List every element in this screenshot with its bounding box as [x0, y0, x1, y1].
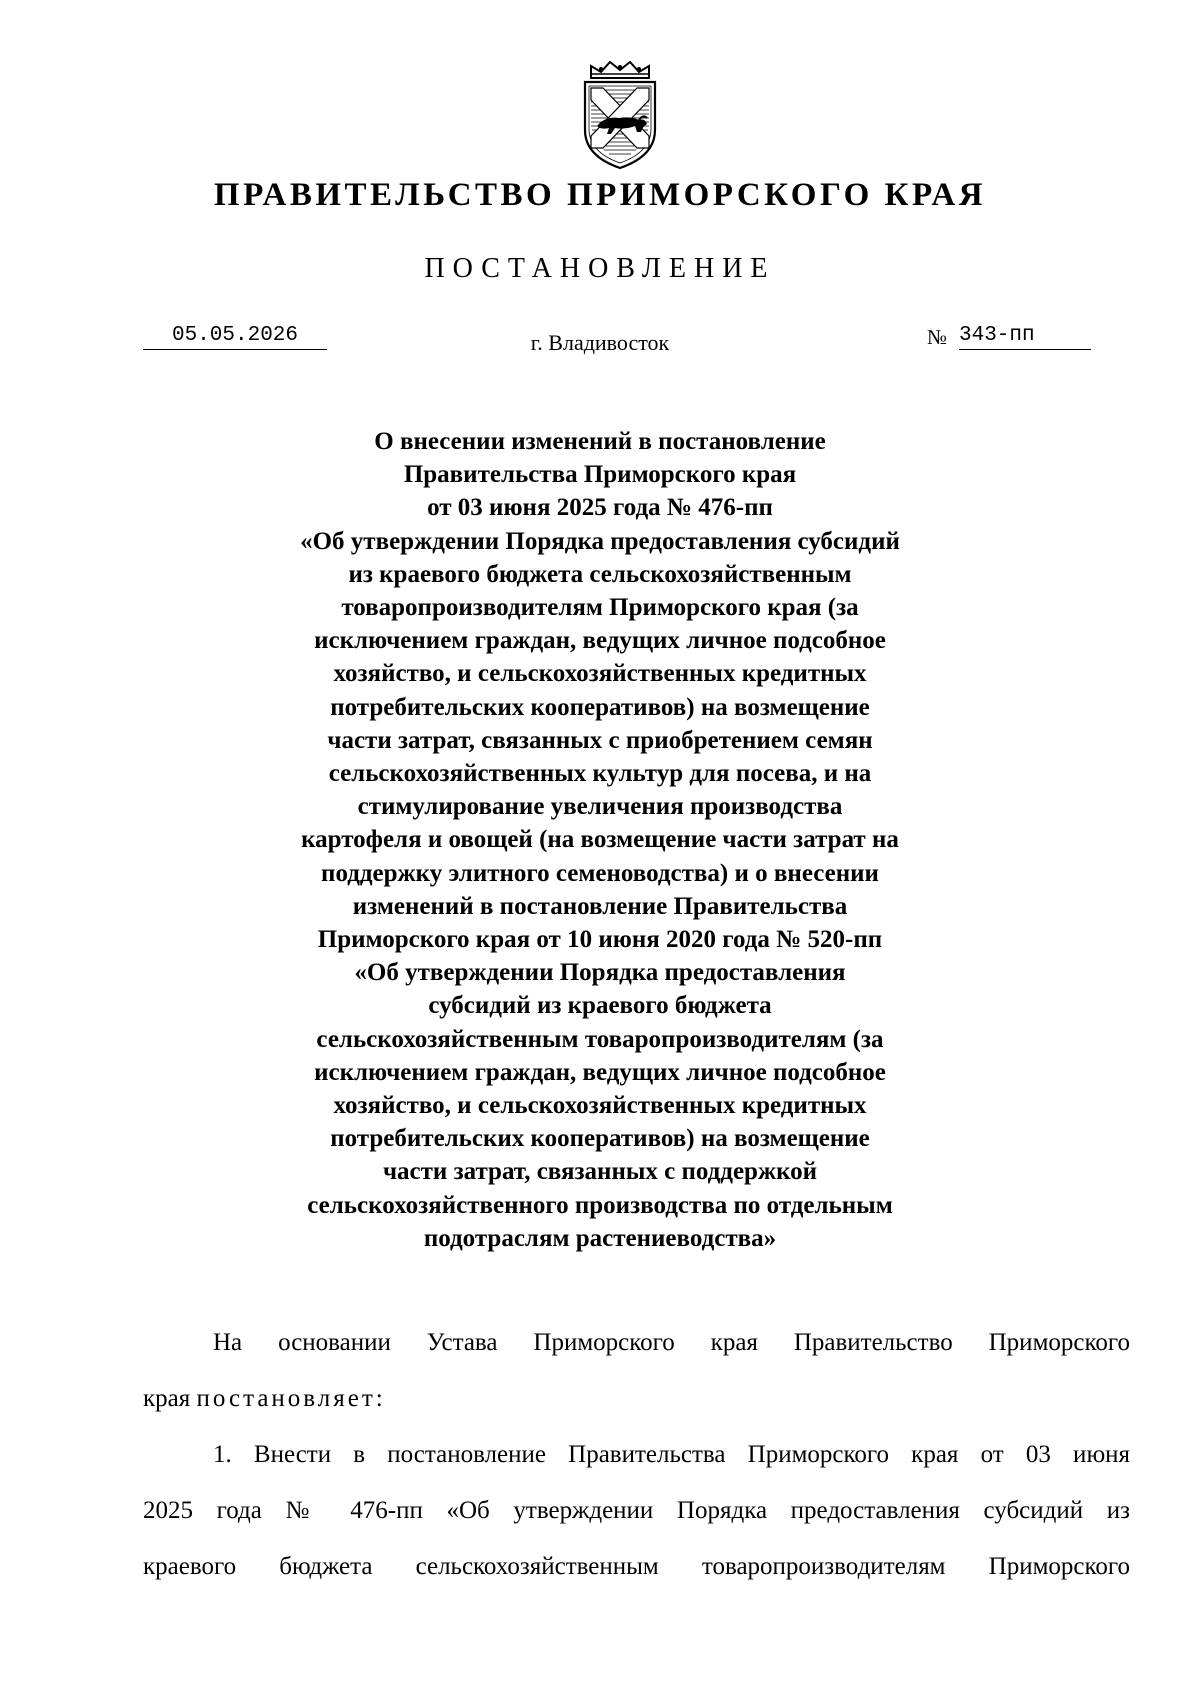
document-type: ПОСТАНОВЛЕНИЕ: [424, 253, 776, 284]
preamble-paragraph: [143, 1315, 1130, 1427]
subject-line: сельскохозяйственных культур для посева, и на: [328, 760, 872, 788]
document-date: 05.05.2026: [143, 324, 327, 350]
operative-word: постановляет:: [196, 1385, 386, 1412]
subject-line: поддержку элитного семеноводства) и о внесении: [321, 859, 879, 887]
preamble-line-2: [143, 1371, 1130, 1427]
subject-line: сельскохозяйственным товаропроизводителям (за: [316, 1025, 884, 1053]
item-1-line: краевого бюджета сельскохозяйственным товаропроизводителям Приморского: [143, 1553, 1130, 1580]
subject-line: части затрат, связанных с поддержкой: [382, 1158, 818, 1186]
document-subject: [250, 425, 950, 1255]
subject-line: О внесении изменений в постановление: [374, 428, 826, 455]
subject-line: субсидий из краевого бюджета: [428, 992, 772, 1020]
subject-line: изменений в постановление Правительства: [352, 892, 848, 920]
subject-line: исключением граждан, ведущих личное подсобное: [314, 627, 886, 655]
subject-line: части затрат, связанных с приобретением семян: [327, 726, 873, 754]
document-body: [143, 1315, 1130, 1595]
subject-line: сельскохозяйственного производства по отдельным: [307, 1191, 893, 1219]
item-1-paragraph: [143, 1427, 1130, 1595]
subject-line: потребительских кооперативов) на возмещение: [330, 1125, 870, 1153]
subject-line: товаропроизводителям Приморского края (за: [341, 594, 859, 622]
subject-line: от 03 июня 2025 года № 476-пп: [427, 494, 773, 522]
subject-line: стимулирование увеличения производства: [357, 793, 843, 821]
preamble-line: На основании Устава Приморского края Правительство Приморского: [213, 1329, 1130, 1356]
preamble-text: края: [143, 1385, 191, 1412]
subject-line: потребительских кооперативов) на возмещение: [330, 693, 870, 721]
document-city: г. Владивосток: [530, 330, 670, 355]
document-number: 343-пп: [959, 324, 1091, 350]
number-label: №: [927, 325, 948, 349]
subject-line: из краевого бюджета сельскохозяйственным: [348, 560, 852, 588]
subject-line: «Об утверждении Порядка предоставления: [354, 959, 846, 987]
subject-line: подотраслям растениеводства»: [423, 1224, 777, 1252]
subject-line: картофеля и овощей (на возмещение части затрат на: [301, 826, 899, 854]
item-1-line: 1. Внести в постановление Правительства Приморского края от 03 июня: [213, 1441, 1130, 1468]
subject-line: исключением граждан, ведущих личное подсобное: [314, 1058, 886, 1086]
subject-line: хозяйство, и сельскохозяйственных кредитных: [333, 660, 867, 688]
subject-line: хозяйство, и сельскохозяйственных кредитных: [333, 1092, 867, 1120]
coat-of-arms-icon: [577, 60, 663, 172]
subject-line: Правительства Приморского края: [403, 461, 797, 489]
subject-line: Приморского края от 10 июня 2020 года № 520-пп: [317, 926, 883, 954]
subject-line: «Об утверждении Порядка предоставления субсидий: [300, 527, 900, 555]
organization-title: ПРАВИТЕЛЬСТВО ПРИМОРСКОГО КРАЯ: [213, 177, 987, 213]
item-1-line: 2025 года № 476-пп «Об утверждении Порядка предоставления субсидий из: [143, 1497, 1130, 1524]
document-number-block: [927, 324, 1092, 350]
